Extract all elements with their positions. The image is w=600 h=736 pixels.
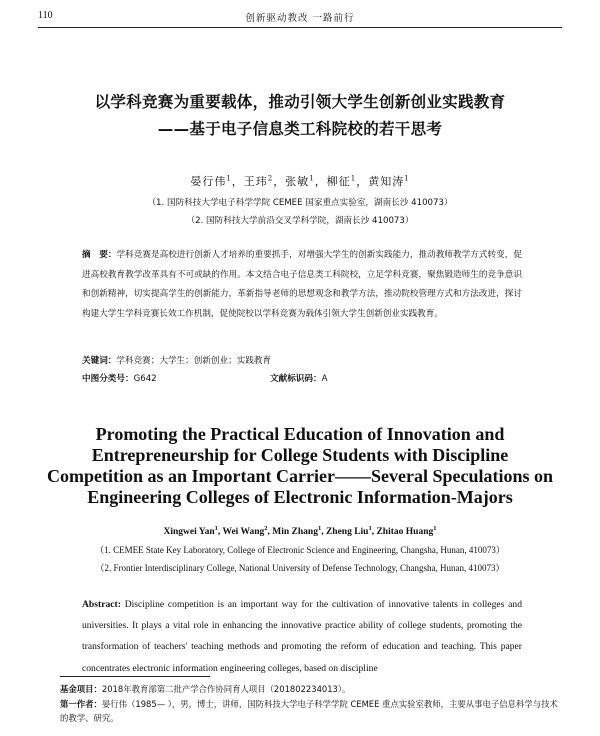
chinese-author-separator: ， xyxy=(231,175,244,188)
english-author-name: Zhitao Huang xyxy=(376,527,434,538)
chinese-author-affiliation-mark: 1 xyxy=(309,174,315,183)
author-footnote xyxy=(60,697,560,725)
chinese-author-affiliation-mark: 1 xyxy=(226,174,232,183)
chinese-author-affiliation-mark: 2 xyxy=(267,174,274,183)
chinese-author-separator: ， xyxy=(314,175,327,188)
document-code-label: 文献标识码： xyxy=(270,374,322,384)
chinese-keywords xyxy=(82,354,522,366)
chinese-title-line-2: ——基于电子信息类工科院校的若干思考 xyxy=(157,120,443,138)
header-divider xyxy=(38,27,562,28)
chinese-author-list xyxy=(0,173,600,189)
english-author-separator: , xyxy=(321,527,326,538)
chinese-author-name: 晏行伟 xyxy=(190,175,227,188)
chinese-author-name: 张敏 xyxy=(285,175,310,188)
fund-label: 基金项目： xyxy=(60,684,102,694)
english-abstract xyxy=(82,594,522,679)
fund-footnote xyxy=(60,682,560,696)
classification-number xyxy=(82,372,157,384)
chinese-abstract-text: 学科竞赛是高校进行创新人才培养的重要抓手，对增强大学生的创新实践能力，推动教师教学方式转变，促进高校教育教学改革具有不可或缺的作用。本文结合电子信息类工科院校，立足学科竞赛，聚焦锻造师生的竞争意识和创新精神，切实提高学生的创新能力，革新指导老师的思想观念和教学方法，推动院校管理方式和方法改进，探讨构建大学生学科竞赛长效工作机制，促使院校以学科竞赛为载体引领大学生创新创业实践教育。 xyxy=(82,250,522,319)
english-author-name: Min Zhang xyxy=(272,527,318,538)
chinese-title-line-1: 以学科竞赛为重要载体，推动引领大学生创新创业实践教育 xyxy=(94,93,506,111)
classification-label: 中图分类号： xyxy=(82,374,134,384)
english-title-line-1: Promoting the Practical Education of Innovation and xyxy=(95,424,505,444)
chinese-keywords-text: 学科竞赛；大学生；创新创业；实践教育 xyxy=(116,356,272,366)
chinese-author-separator: ， xyxy=(273,175,286,188)
chinese-author-affiliation-mark: 1 xyxy=(350,174,357,183)
chinese-author-affiliation-mark: 1 xyxy=(404,174,410,183)
english-author-name: Zheng Liu xyxy=(325,527,369,538)
author-note-text: 晏行伟（1985— ），男，博士，讲师，国防科技大学电子科学学院 CEMEE 重点实验室教师，主要从事电子信息科学与技术的教学、研究。 xyxy=(60,699,558,723)
english-title-line-2: Entrepreneurship for College Students with Discipline xyxy=(91,445,509,465)
english-author-affiliation-mark: 1 xyxy=(368,525,372,532)
chinese-abstract xyxy=(82,246,522,324)
english-title-line-4: Engineering Colleges of Electronic Information-Majors xyxy=(87,487,513,507)
english-author-affiliation-mark: 1 xyxy=(317,525,322,532)
english-author-affiliation-mark: 1 xyxy=(214,525,218,532)
chinese-author-separator: ， xyxy=(356,175,369,188)
english-abstract-text: Discipline competition is an important way for the cultivation of innovative talents in colleges and universities. It plays a vital role in enhancing the innovative practice ability of college students, promoting the transformation of teachers' teaching methods and promoting the reform of education and teaching. This paper concentrates electronic information engineering colleges, based on discipline xyxy=(82,599,522,674)
english-author-list xyxy=(0,525,600,537)
chinese-abstract-label: 摘 要： xyxy=(82,250,117,260)
footnote-divider xyxy=(60,676,210,677)
english-author-affiliation-mark: 1 xyxy=(433,525,437,532)
english-author-separator: , xyxy=(267,527,273,538)
author-note-label: 第一作者： xyxy=(60,699,102,709)
english-author-separator: , xyxy=(371,527,377,538)
chinese-keywords-label: 关键词： xyxy=(82,356,117,366)
english-abstract-label: Abstract: xyxy=(82,599,121,610)
english-author-affiliation-mark: 2 xyxy=(264,525,268,532)
english-author-name: Xingwei Yan xyxy=(163,527,215,538)
chinese-author-name: 柳征 xyxy=(326,175,351,188)
english-author-separator: , xyxy=(217,527,223,538)
chinese-affiliation-1: （1. 国防科技大学电子科学学院 CEMEE 国家重点实验室，湖南长沙 410073） xyxy=(147,198,453,208)
english-title-line-3: Competition as an Important Carrier——Several Speculations on xyxy=(47,466,553,486)
english-affiliation-2: （2. Frontier Interdisciplinary College, National University of Defense Technology, Changsha, Hunan, 410073） xyxy=(95,563,505,573)
journal-name: 创新驱动教改 一路前行 xyxy=(245,13,355,24)
page-number: 110 xyxy=(38,10,53,21)
fund-text: 2018年教育部第二批产学合作协同育人项目（201802234013）。 xyxy=(101,684,351,694)
document-code xyxy=(270,372,327,384)
chinese-author-name: 黄知涛 xyxy=(368,175,405,188)
running-header xyxy=(38,10,562,26)
chinese-affiliation-2: （2. 国防科技大学前沿交叉学科学院，湖南长沙 410073） xyxy=(186,216,414,226)
classification-value: G642 xyxy=(133,374,157,384)
english-author-name: Wei Wang xyxy=(222,527,265,538)
document-code-value: A xyxy=(321,374,328,384)
chinese-author-name: 王玮 xyxy=(243,175,268,188)
english-affiliation-1: （1. CEMEE State Key Laboratory, College of Electronic Science and Engineering, Changsha, Hunan, 410073） xyxy=(95,545,505,555)
